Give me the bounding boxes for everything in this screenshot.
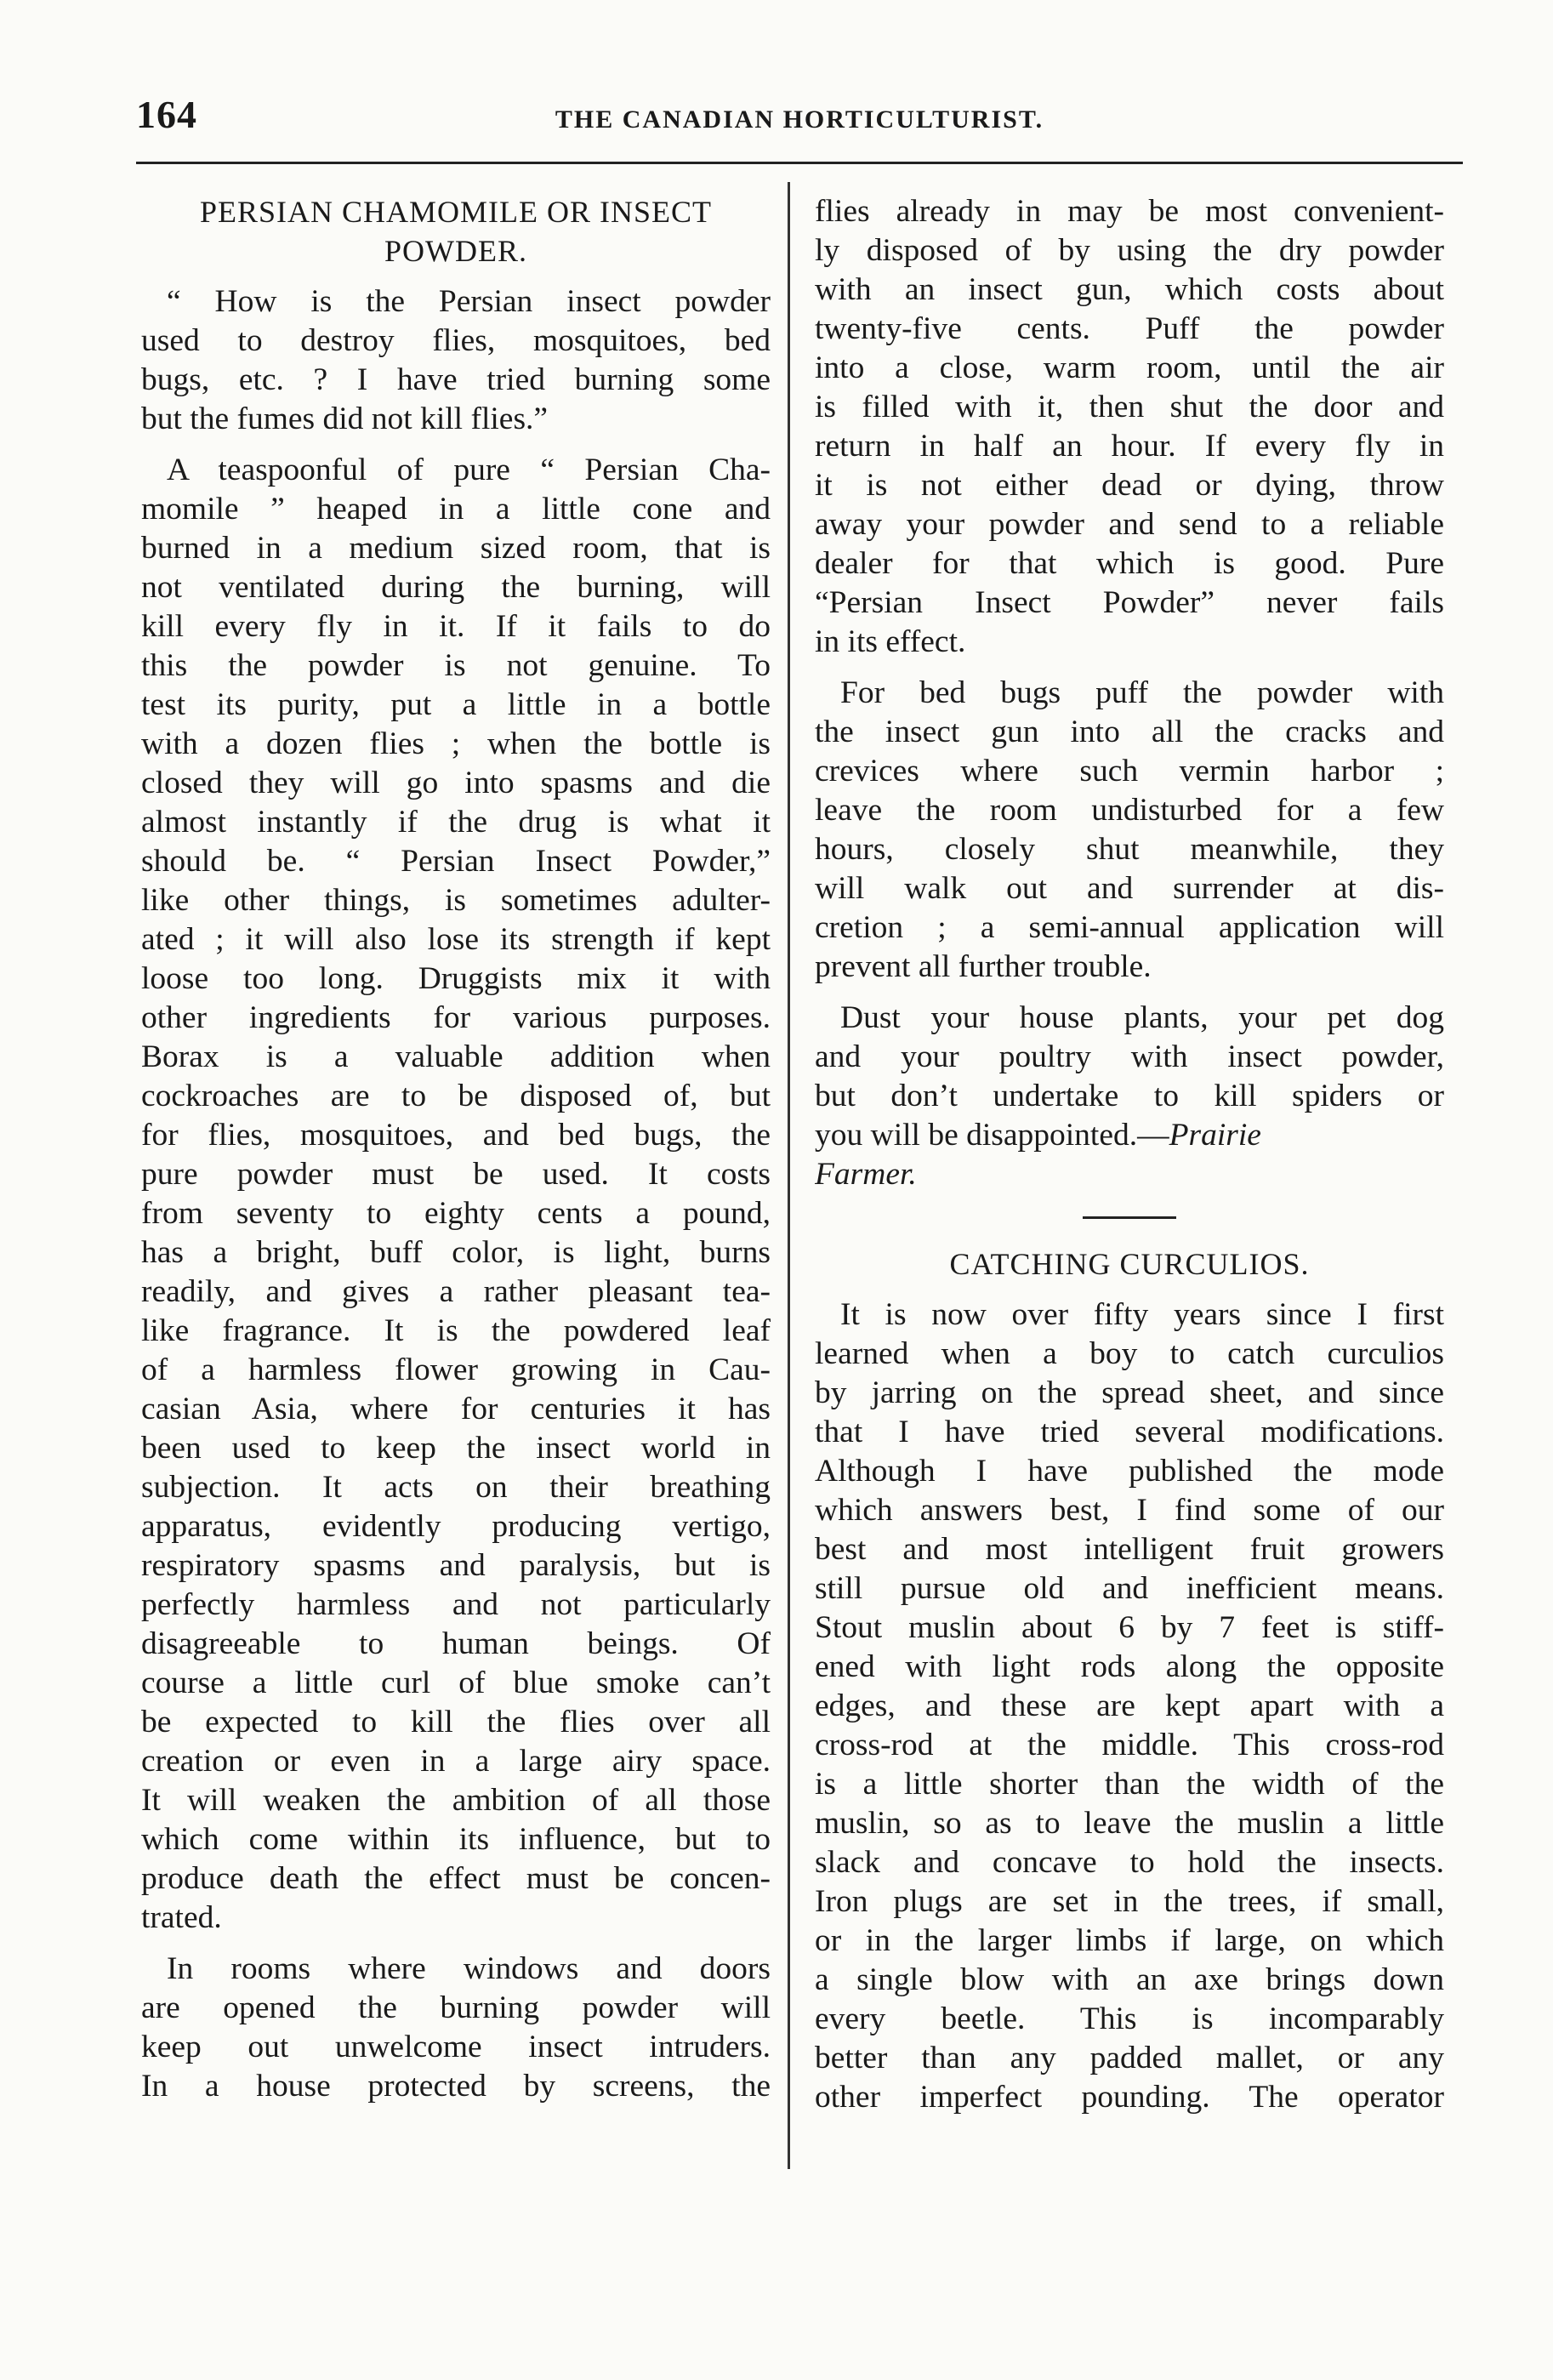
text-line: kill every fly in it. If it fails to do bbox=[141, 609, 771, 644]
text-line bbox=[815, 1116, 1444, 1155]
text-line: ened with light rods along the opposite bbox=[815, 1649, 1444, 1684]
text-line: like other things, is sometimes adulter- bbox=[141, 883, 771, 918]
text-line: creation or even in a large airy space. bbox=[141, 1744, 771, 1779]
paragraph bbox=[141, 1950, 771, 2106]
text-line: perfectly harmless and not particularly bbox=[141, 1587, 771, 1622]
text-line: with a dozen flies ; when the bottle is bbox=[141, 726, 771, 761]
text-line: almost instantly if the drug is what it bbox=[141, 805, 771, 840]
text-line: burned in a medium sized room, that is bbox=[141, 531, 771, 566]
text-line: subjection. It acts on their breathing bbox=[141, 1470, 771, 1505]
article-title-line: PERSIAN CHAMOMILE OR INSECT bbox=[199, 195, 713, 229]
text-line: edges, and these are kept apart with a bbox=[815, 1688, 1444, 1723]
text-line: be expected to kill the flies over all bbox=[141, 1705, 771, 1739]
article-title-line: POWDER. bbox=[384, 234, 527, 268]
text-line: pure powder must be used. It costs bbox=[141, 1157, 771, 1192]
text-line: other ingredients for various purposes. bbox=[141, 1000, 771, 1035]
text-line: In a house protected by screens, the bbox=[141, 2069, 771, 2104]
text-line: been used to keep the insect world in bbox=[141, 1431, 771, 1466]
text-line: still pursue old and inefficient means. bbox=[815, 1571, 1444, 1606]
paragraph bbox=[141, 451, 771, 1938]
text-line: but don’t undertake to kill spiders or bbox=[815, 1079, 1444, 1113]
text-line: other imperfect pounding. The operator bbox=[815, 2080, 1444, 2115]
text-line: twenty-five cents. Puff the powder bbox=[815, 311, 1444, 346]
text-line: “ How is the Persian insect powder bbox=[167, 284, 771, 319]
text-line: slack and concave to hold the insects. bbox=[815, 1845, 1444, 1880]
text-line: cretion ; a semi-annual application will bbox=[815, 910, 1444, 945]
running-head: THE CANADIAN HORTICULTURIST. bbox=[555, 105, 1044, 134]
text-line: Stout muslin about 6 by 7 feet is stiff- bbox=[815, 1610, 1444, 1645]
text-line: dealer for that which is good. Pure bbox=[815, 546, 1444, 581]
paragraph bbox=[815, 999, 1444, 1155]
text-line bbox=[815, 1155, 1444, 1194]
text-line: trated. bbox=[141, 1900, 222, 1935]
text-line: but the fumes did not kill flies.” bbox=[141, 401, 549, 436]
text-line: used to destroy flies, mosquitoes, bed bbox=[141, 323, 771, 358]
text-line: A teaspoonful of pure “ Persian Cha- bbox=[167, 453, 771, 487]
text-line: best and most intelligent fruit growers bbox=[815, 1532, 1444, 1567]
text-line: loose too long. Druggists mix it with bbox=[141, 961, 771, 996]
text-line: every beetle. This is incomparably bbox=[815, 2001, 1444, 2036]
text-line: For bed bugs puff the powder with bbox=[840, 675, 1444, 710]
text-line: readily, and gives a rather pleasant tea- bbox=[141, 1274, 771, 1309]
text-line: crevices where such vermin harbor ; bbox=[815, 754, 1444, 789]
page-header bbox=[136, 92, 1463, 143]
text-line: in its effect. bbox=[815, 624, 966, 659]
text-line: closed they will go into spasms and die bbox=[141, 766, 771, 800]
text-line: will walk out and surrender at dis- bbox=[815, 871, 1444, 906]
text-line: hours, closely shut meanwhile, they bbox=[815, 832, 1444, 867]
text-line: a single blow with an axe brings down bbox=[815, 1962, 1444, 1997]
text-line: test its purity, put a little in a bottle bbox=[141, 687, 771, 722]
text-line: for flies, mosquitoes, and bed bugs, the bbox=[141, 1118, 771, 1153]
source-attribution: Farmer. bbox=[815, 1157, 917, 1192]
source-attribution: Prairie bbox=[1169, 1118, 1261, 1153]
text-line: has a bright, buff color, is light, burns bbox=[141, 1235, 771, 1270]
text-line: Iron plugs are set in the trees, if small, bbox=[815, 1884, 1444, 1919]
text-line: It is now over fifty years since I first bbox=[840, 1297, 1444, 1332]
text-line: “Persian Insect Powder” never fails bbox=[815, 585, 1444, 620]
text-line: are opened the burning powder will bbox=[141, 1990, 771, 2025]
text-line: ly disposed of by using the dry powder bbox=[815, 233, 1444, 268]
text-line: muslin, so as to leave the muslin a little bbox=[815, 1806, 1444, 1841]
text-line: this the powder is not genuine. To bbox=[141, 648, 771, 683]
text-line: into a close, warm room, until the air bbox=[815, 350, 1444, 385]
text-line: cross-rod at the middle. This cross-rod bbox=[815, 1728, 1444, 1762]
text-line: like fragrance. It is the powdered leaf bbox=[141, 1313, 771, 1348]
text-line: which answers best, I find some of our bbox=[815, 1493, 1444, 1528]
text-line: disagreeable to human beings. Of bbox=[141, 1626, 771, 1661]
text-line: by jarring on the spread sheet, and since bbox=[815, 1375, 1444, 1410]
text-line: bugs, etc. ? I have tried burning some bbox=[141, 362, 771, 397]
right-column bbox=[815, 192, 1444, 2117]
text-line: the insect gun into all the cracks and bbox=[815, 715, 1444, 749]
header-rule bbox=[136, 162, 1463, 164]
text-line: learned when a boy to catch curculios bbox=[815, 1336, 1444, 1371]
text-line: should be. “ Persian Insect Powder,” bbox=[141, 844, 771, 879]
text-line: and your poultry with insect powder, bbox=[815, 1039, 1444, 1074]
paragraph bbox=[815, 192, 1444, 662]
text-line: is filled with it, then shut the door and bbox=[815, 390, 1444, 424]
text-line: prevent all further trouble. bbox=[815, 949, 1152, 984]
text-line: respiratory spasms and paralysis, but is bbox=[141, 1548, 771, 1583]
left-column bbox=[141, 192, 771, 2106]
section-title: CATCHING CURCULIOS. bbox=[949, 1247, 1310, 1281]
text-line: keep out unwelcome insect intruders. bbox=[141, 2030, 771, 2064]
text-line: or in the larger limbs if large, on which bbox=[815, 1923, 1444, 1958]
text-line: casian Asia, where for centuries it has bbox=[141, 1392, 771, 1426]
text-line: apparatus, evidently producing vertigo, bbox=[141, 1509, 771, 1544]
section-rule bbox=[1083, 1216, 1176, 1219]
paragraph bbox=[815, 674, 1444, 987]
column-divider bbox=[788, 182, 790, 2169]
text-line: momile ” heaped in a little cone and bbox=[141, 492, 771, 527]
text-line: Dust your house plants, your pet dog bbox=[840, 1000, 1444, 1035]
text-line: cockroaches are to be disposed of, but bbox=[141, 1079, 771, 1113]
text-line: course a little curl of blue smoke can’t bbox=[141, 1665, 771, 1700]
text-line: Borax is a valuable addition when bbox=[141, 1039, 771, 1074]
text-line: better than any padded mallet, or any bbox=[815, 2041, 1444, 2075]
text-line: of a harmless flower growing in Cau- bbox=[141, 1352, 771, 1387]
text-line: flies already in may be most convenient- bbox=[815, 194, 1444, 229]
page-number: 164 bbox=[136, 93, 197, 136]
text-line: is a little shorter than the width of the bbox=[815, 1767, 1444, 1802]
paragraph bbox=[141, 282, 771, 439]
text-line: leave the room undisturbed for a few bbox=[815, 793, 1444, 828]
text-line: away your powder and send to a reliable bbox=[815, 507, 1444, 542]
text-line: produce death the effect must be concen- bbox=[141, 1861, 771, 1896]
text-line: ated ; it will also lose its strength if kept bbox=[141, 922, 771, 957]
text-line: It will weaken the ambition of all those bbox=[141, 1783, 771, 1818]
text-line: return in half an hour. If every fly in bbox=[815, 429, 1444, 464]
text-line: not ventilated during the burning, will bbox=[141, 570, 771, 605]
text-line: it is not either dead or dying, throw bbox=[815, 468, 1444, 503]
paragraph bbox=[815, 1295, 1444, 2117]
text-line: from seventy to eighty cents a pound, bbox=[141, 1196, 771, 1231]
text-line: Although I have published the mode bbox=[815, 1454, 1444, 1489]
text-line: In rooms where windows and doors bbox=[167, 1951, 771, 1986]
text-line: which come within its influence, but to bbox=[141, 1822, 771, 1857]
text-span: you will be disappointed.— bbox=[815, 1118, 1169, 1153]
text-line: with an insect gun, which costs about bbox=[815, 272, 1444, 307]
text-line: that I have tried several modifications. bbox=[815, 1415, 1444, 1449]
